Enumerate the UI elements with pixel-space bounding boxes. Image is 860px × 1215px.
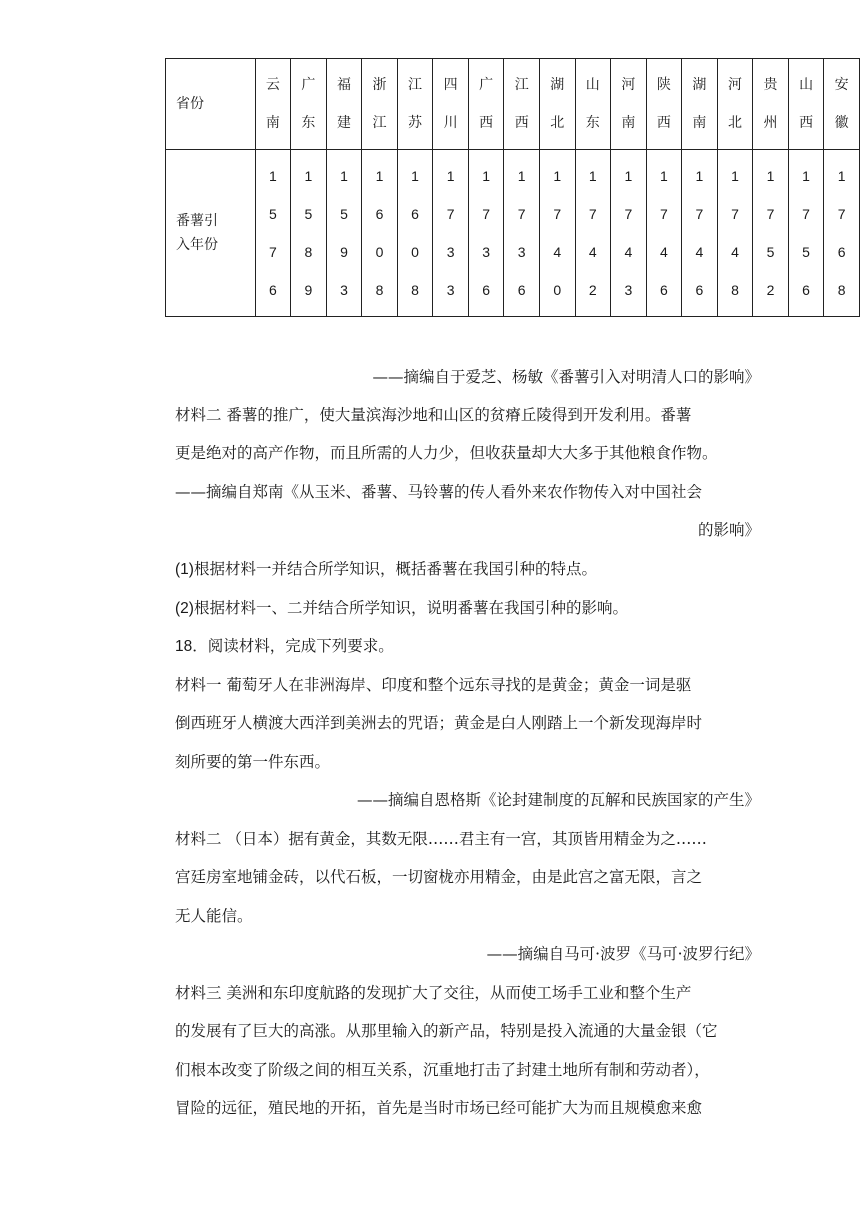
year-digit: 2: [588, 282, 597, 298]
year-digit: 1: [624, 168, 633, 184]
province-cell: [717, 59, 753, 150]
row-label-line-1: 番薯引: [176, 213, 218, 229]
year-digit: 7: [659, 206, 668, 222]
question-1-text: 根据材料一并结合所学知识，概括番薯在我国引种的特点。: [193, 560, 597, 578]
source-citation-1: ——摘编自于爱芝、杨敏《番薯引入对明清人口的影响》: [372, 368, 760, 386]
question-18-text: ．阅读材料，完成下列要求。: [192, 637, 394, 655]
year-digit: 6: [837, 244, 846, 260]
q18-material-3-line-1: 材料三 美洲和东印度航路的发现扩大了交往，从而使工场手工业和整个生产: [175, 984, 692, 1002]
province-cell: [646, 59, 682, 150]
q18-material-2-line-3: 无人能信。: [175, 907, 253, 925]
year-digit: 7: [268, 244, 277, 260]
province-char: 安: [834, 77, 849, 93]
year-digit: 5: [268, 206, 277, 222]
year-digit: 1: [304, 168, 313, 184]
year-digit: 8: [375, 282, 384, 298]
year-cell: [362, 150, 398, 317]
province-char: 陕: [656, 77, 671, 93]
year-cell: [717, 150, 753, 317]
province-char: 河: [727, 77, 742, 93]
province-cell: [504, 59, 540, 150]
year-digit: 7: [517, 206, 526, 222]
year-cell: [753, 150, 789, 317]
year-digit: 6: [482, 282, 491, 298]
province-char: 西: [799, 115, 814, 131]
year-cell: [824, 150, 860, 317]
province-char: 南: [692, 115, 707, 131]
province-char: 西: [479, 115, 494, 131]
year-digit: 7: [731, 206, 739, 222]
province-char: 四: [443, 77, 458, 93]
year-digit: 1: [837, 168, 846, 184]
year-digit: 9: [340, 244, 348, 260]
q18-material-1-line-3: 刻所要的第一件东西。: [175, 753, 331, 771]
q18-material-2-line-1: 材料二 （日本）据有黄金，其数无限……君主有一宫，其顶皆用精金为之……: [175, 830, 707, 848]
year-digit: 3: [340, 282, 348, 298]
year-digit: 1: [268, 168, 277, 184]
year-cell: [646, 150, 682, 317]
province-char: 福: [336, 77, 351, 93]
province-cell: [362, 59, 398, 150]
year-digit: 0: [375, 244, 384, 260]
year-digit: 1: [766, 168, 775, 184]
year-digit: 1: [411, 168, 419, 184]
province-char: 江: [408, 77, 423, 93]
question-2-text: 根据材料一、二并结合所学知识，说明番薯在我国引种的影响。: [193, 599, 628, 617]
province-char: 南: [621, 115, 636, 131]
header-label-year: [166, 150, 256, 317]
year-digit: 4: [695, 244, 704, 260]
province-char: 川: [443, 115, 458, 131]
header-label-province: 省份: [166, 59, 256, 150]
province-cell: [468, 59, 504, 150]
year-digit: 1: [375, 168, 384, 184]
question-2: [175, 598, 760, 619]
year-digit: 4: [731, 244, 739, 260]
province-char: 建: [336, 115, 351, 131]
year-cell: [326, 150, 362, 317]
q18-material-3-line-3: 们根本改变了阶级之间的相互关系，沉重地打击了封建土地所有制和劳动者），: [175, 1061, 710, 1079]
year-digit: 0: [553, 282, 562, 298]
year-cell: [575, 150, 611, 317]
year-digit: 1: [446, 168, 455, 184]
year-digit: 4: [659, 244, 668, 260]
year-digit: 7: [837, 206, 846, 222]
province-char: 西: [656, 115, 671, 131]
year-digit: 3: [446, 282, 455, 298]
province-char: 山: [799, 77, 814, 93]
province-char: 江: [514, 77, 529, 93]
year-digit: 2: [766, 282, 775, 298]
province-char: 河: [621, 77, 636, 93]
year-digit: 9: [304, 282, 313, 298]
province-char: 湖: [692, 77, 707, 93]
sweet-potato-introduction-table: [165, 58, 860, 317]
material-2-line-2: 更是绝对的高产作物，而且所需的人力少，但收获量却大大多于其他粮食作物。: [175, 444, 718, 462]
year-digit: 8: [837, 282, 846, 298]
question-1-number: (1): [175, 561, 194, 578]
year-digit: 8: [411, 282, 419, 298]
year-cell: [397, 150, 433, 317]
province-char: 北: [550, 115, 565, 131]
source-citation-2-line-1: ——摘编自郑南《从玉米、番薯、马铃薯的传人看外来农作物传入对中国社会: [175, 483, 703, 501]
year-digit: 5: [766, 244, 775, 260]
year-digit: 0: [411, 244, 419, 260]
year-digit: 6: [659, 282, 668, 298]
year-digit: 4: [624, 244, 633, 260]
question-2-number: (2): [175, 600, 194, 617]
q18-material-1-line-2: 倒西班牙人横渡大西洋到美洲去的咒语；黄金是白人刚踏上一个新发现海岸时: [175, 714, 703, 732]
province-char: 湖: [550, 77, 565, 93]
year-cell: [504, 150, 540, 317]
year-digit: 7: [588, 206, 597, 222]
year-cell: [611, 150, 647, 317]
province-char: 西: [514, 115, 529, 131]
province-char: 南: [265, 115, 280, 131]
q18-material-3-line-2: 的发展有了巨大的高涨。从那里输入的新产品，特别是投入流通的大量金银（它: [175, 1022, 718, 1040]
year-digit: 6: [375, 206, 384, 222]
year-digit: 3: [446, 244, 455, 260]
year-digit: 7: [482, 206, 491, 222]
province-char: 贵: [763, 77, 778, 93]
year-digit: 1: [340, 168, 348, 184]
table-row-years: [166, 150, 860, 317]
province-cell: [397, 59, 433, 150]
province-char: 浙: [372, 77, 387, 93]
province-char: 云: [265, 77, 280, 93]
year-digit: 1: [517, 168, 526, 184]
year-digit: 6: [268, 282, 277, 298]
q18-material-2-line-2: 宫廷房室地铺金砖，以代石板，一切窗栊亦用精金，由是此宫之富无限，言之: [175, 868, 703, 886]
year-digit: 6: [802, 282, 810, 298]
province-cell: [682, 59, 718, 150]
province-cell: [255, 59, 291, 150]
question-18: [175, 636, 760, 657]
province-cell: [788, 59, 824, 150]
province-char: 广: [479, 77, 494, 93]
table-row-provinces: [166, 59, 860, 150]
q18-material-3-line-4: 冒险的远征，殖民地的开拓，首先是当时市场已经可能扩大为而且规模愈来愈: [175, 1099, 703, 1117]
material-2-line-1: 材料二 番薯的推广，使大量滨海沙地和山区的贫瘠丘陵得到开发利用。番薯: [175, 406, 692, 424]
year-digit: 8: [731, 282, 739, 298]
row-label-line-2: 入年份: [176, 237, 218, 253]
year-digit: 6: [695, 282, 704, 298]
year-digit: 8: [304, 244, 313, 260]
year-digit: 1: [659, 168, 668, 184]
year-cell: [468, 150, 504, 317]
province-char: 江: [372, 115, 387, 131]
year-digit: 5: [304, 206, 313, 222]
year-digit: 7: [766, 206, 775, 222]
year-digit: 4: [553, 244, 562, 260]
year-digit: 1: [482, 168, 491, 184]
year-cell: [682, 150, 718, 317]
province-cell: [433, 59, 469, 150]
year-digit: 7: [446, 206, 455, 222]
year-digit: 7: [553, 206, 562, 222]
year-digit: 1: [588, 168, 597, 184]
province-char: 州: [763, 115, 778, 131]
question-18-number: 18: [175, 638, 193, 655]
province-char: 徽: [834, 115, 849, 131]
year-cell: [291, 150, 327, 317]
year-digit: 5: [340, 206, 348, 222]
year-digit: 6: [517, 282, 526, 298]
year-digit: 3: [624, 282, 633, 298]
year-digit: 3: [517, 244, 526, 260]
year-digit: 6: [411, 206, 419, 222]
year-digit: 1: [553, 168, 562, 184]
source-citation-2-line-2: 的影响》: [697, 521, 760, 539]
year-cell: [255, 150, 291, 317]
province-char: 苏: [408, 115, 423, 131]
year-digit: 5: [802, 244, 810, 260]
year-cell: [433, 150, 469, 317]
year-digit: 1: [802, 168, 810, 184]
source-citation-4: ——摘编自马可·波罗《马可·波罗行纪》: [486, 945, 760, 963]
province-cell: [824, 59, 860, 150]
province-char: 山: [585, 77, 600, 93]
q18-material-1-line-1: 材料一 葡萄牙人在非洲海岸、印度和整个远东寻找的是黄金；黄金一词是驱: [175, 676, 692, 694]
province-cell: [539, 59, 575, 150]
province-char: 东: [301, 115, 316, 131]
source-citation-3: ——摘编自恩格斯《论封建制度的瓦解和民族国家的产生》: [356, 791, 760, 809]
year-digit: 7: [695, 206, 704, 222]
province-char: 广: [301, 77, 316, 93]
year-cell: [788, 150, 824, 317]
province-cell: [611, 59, 647, 150]
year-digit: 4: [588, 244, 597, 260]
year-digit: 7: [624, 206, 633, 222]
year-digit: 3: [482, 244, 491, 260]
province-char: 东: [585, 115, 600, 131]
year-digit: 7: [802, 206, 810, 222]
province-cell: [575, 59, 611, 150]
province-char: 北: [727, 115, 742, 131]
year-cell: [539, 150, 575, 317]
year-digit: 1: [731, 168, 739, 184]
province-cell: [326, 59, 362, 150]
province-cell: [291, 59, 327, 150]
province-cell: [753, 59, 789, 150]
year-digit: 1: [695, 168, 704, 184]
question-1: [175, 559, 760, 580]
